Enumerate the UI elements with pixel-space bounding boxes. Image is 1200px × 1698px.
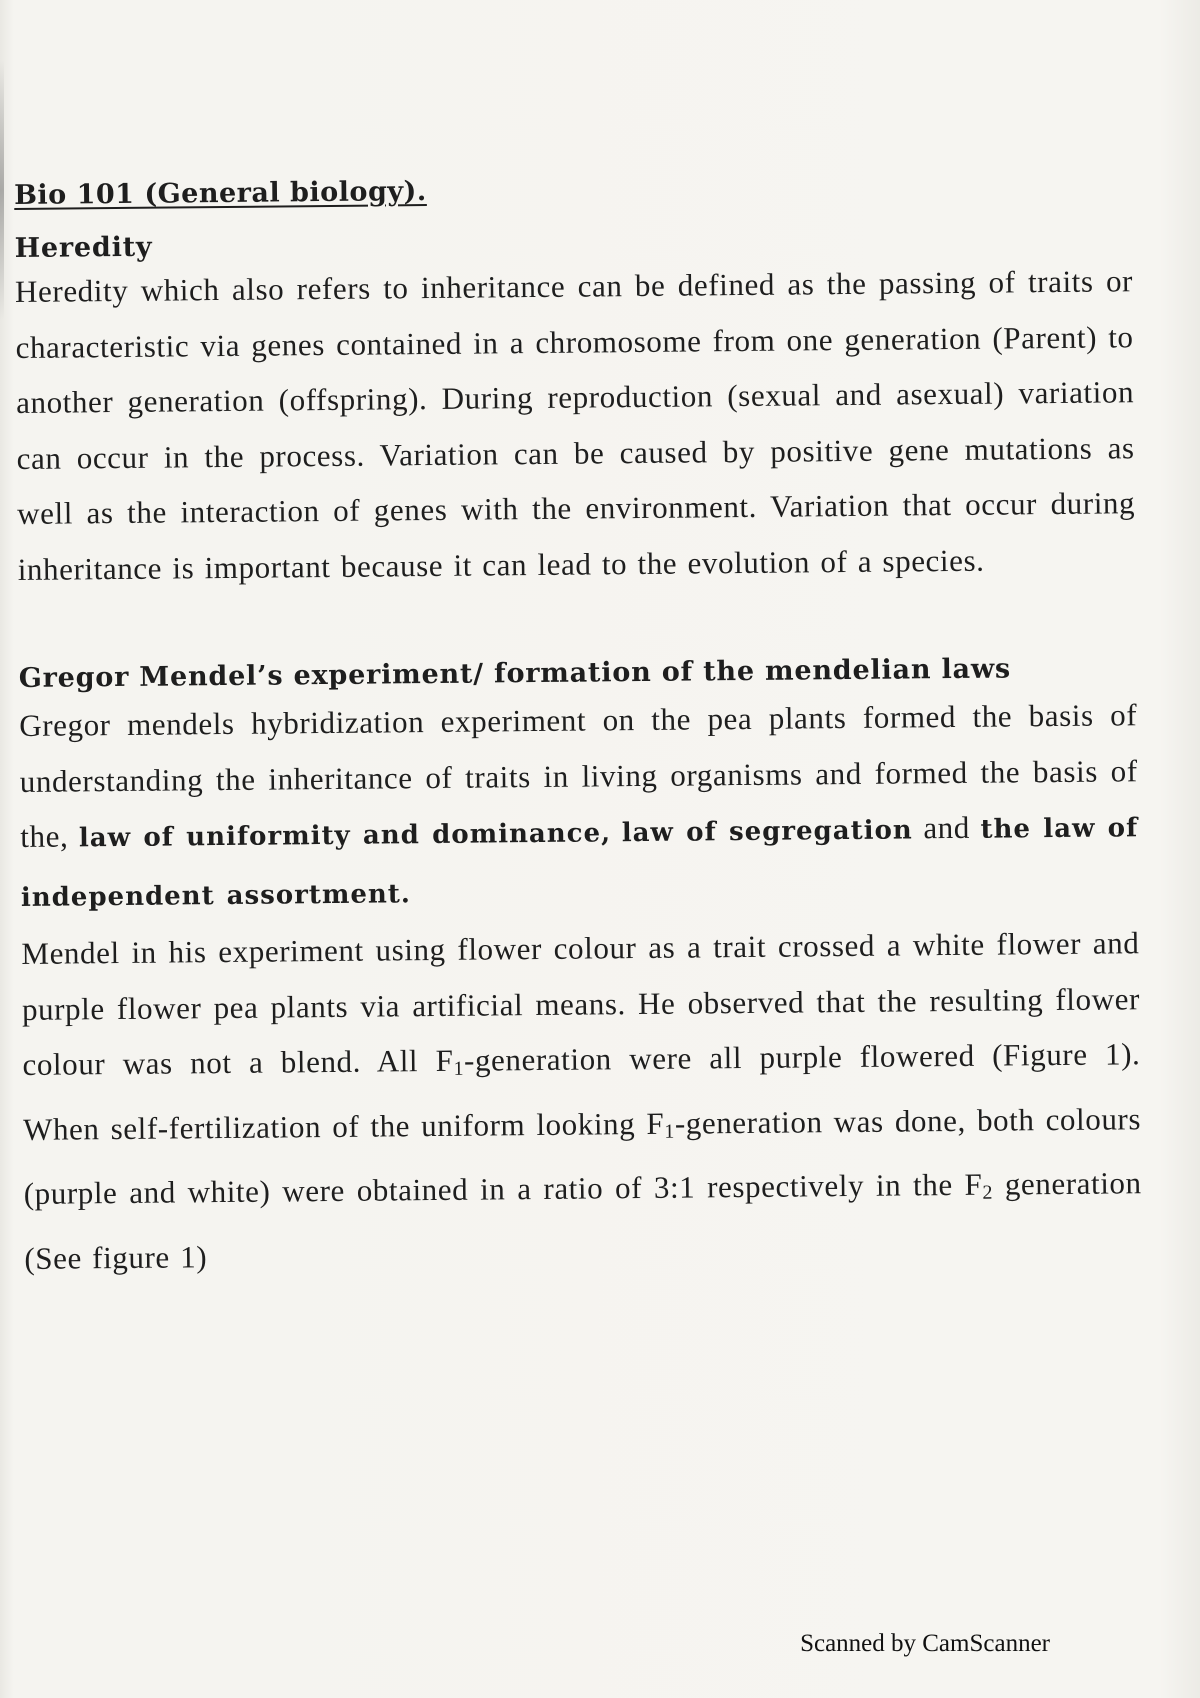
f1-subscript: 1 <box>664 1120 676 1143</box>
law-segregation: law of segregation <box>621 815 913 849</box>
mendel-paragraph-experiment <box>21 915 1142 1286</box>
heredity-paragraph: Heredity which also refers to inheritance can be defined as the passing of traits or characteristic via genes contained in a chromosome from one generation (Parent) to another generation (offspring). During reproduction (sexual and asexual) variation can occur in the process. Variation can be caused by positive gene mutations as well as the interaction of genes with the environment. Variation that occur during inheritance is important because it can lead to the evolution of a species. <box>14 263 1136 587</box>
mendel-paragraph-laws <box>19 687 1139 926</box>
heredity-heading: Heredity <box>14 231 153 264</box>
scanner-watermark: Scanned by CamScanner <box>800 1630 1050 1657</box>
experiment-text-3: -generation was done, both colours (purple and white) were obtained in a ratio of 3:1 respectively in the F <box>23 1100 1142 1211</box>
document-body <box>14 169 1143 1286</box>
mendel-paragraph-intro: Gregor mendels hybridization experiment on the pea plants formed the basis of understanding the inheritance of traits in living organisms and formed the basis of the, <box>19 697 1138 854</box>
laws-connector: and <box>923 809 971 846</box>
page-edge-shadow <box>0 60 4 320</box>
mendel-heading: Gregor Mendel’s experiment/ formation of the mendelian laws <box>18 653 1012 694</box>
experiment-text-2: -generation were all purple flowered (Figure 1). When self-fertilization of the uniform looking F <box>22 1036 1141 1147</box>
f2-subscript: 2 <box>982 1181 994 1204</box>
experiment-text-4: generation (See figure 1) <box>24 1165 1142 1276</box>
law-independent-assortment: the law of independent assortment. <box>20 813 1139 913</box>
law-uniformity-dominance: law of uniformity and dominance, <box>78 818 612 854</box>
course-title: Bio 101 (General biology). <box>14 176 427 211</box>
experiment-text-1: Mendel in his experiment using flower colour as a trait crossed a white flower and purple flower pea plants via artificial means. He observed that the resulting flower colour was not a blend. All F <box>21 925 1141 1082</box>
f1-subscript: 1 <box>453 1057 465 1080</box>
